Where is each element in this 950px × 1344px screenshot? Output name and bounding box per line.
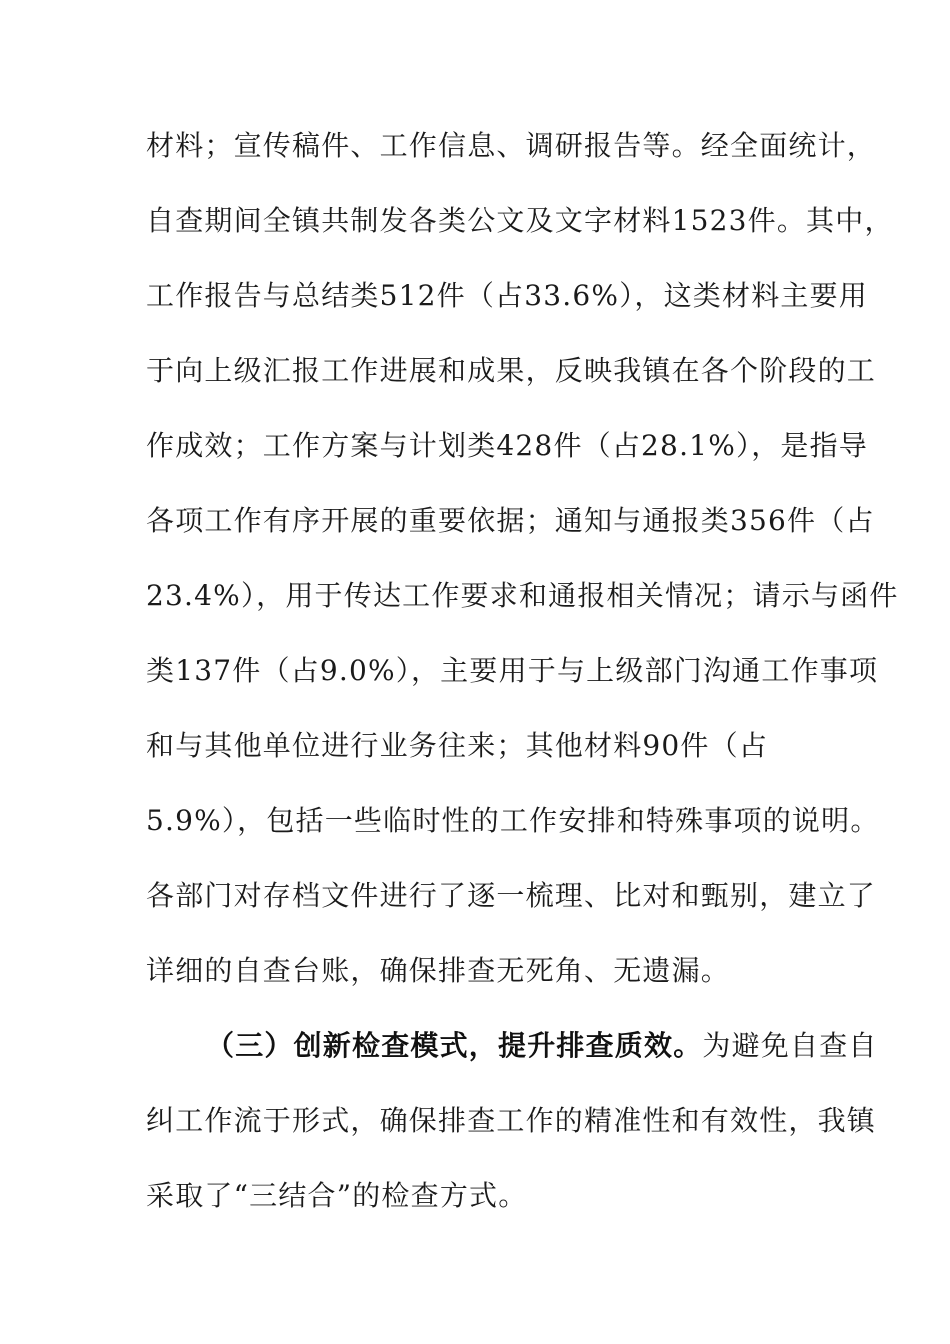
paragraph-line: 工作报告与总结类512件（占33.6%），这类材料主要用 [146,279,868,312]
paragraph-line: 作成效；工作方案与计划类428件（占28.1%），是指导 [146,429,868,462]
paragraph-line: 详细的自查台账，确保排查无死角、无遗漏。 [146,954,731,987]
paragraph-line: 5.9%），包括一些临时性的工作安排和特殊事项的说明。 [146,804,880,837]
paragraph-line: 类137件（占9.0%），主要用于与上级部门沟通工作事项 [146,654,879,687]
section-first-line [206,1028,878,1064]
paragraph-line: 材料；宣传稿件、工作信息、调研报告等。经全面统计， [146,129,877,162]
paragraph-line: 自查期间全镇共制发各类公文及文字材料1523件。其中， [146,204,894,237]
paragraph-line: 和与其他单位进行业务往来；其他材料90件（占 [146,729,769,762]
paragraph-line: 采取了“三结合”的检查方式。 [146,1179,528,1212]
paragraph-line: 各项工作有序开展的重要依据；通知与通报类356件（占 [146,504,875,537]
paragraph-line: 各部门对存档文件进行了逐一梳理、比对和甄别，建立了 [146,879,877,912]
section-text: 为避免自查自 [702,1029,878,1062]
paragraph-line: 23.4%），用于传达工作要求和通报相关情况；请示与函件 [146,579,899,612]
section-heading: （三）创新检查模式，提升排查质效。 [206,1029,703,1062]
paragraph-line: 纠工作流于形式，确保排查工作的精准性和有效性，我镇 [146,1104,877,1137]
paragraph-line: 于向上级汇报工作进展和成果，反映我镇在各个阶段的工 [146,354,877,387]
